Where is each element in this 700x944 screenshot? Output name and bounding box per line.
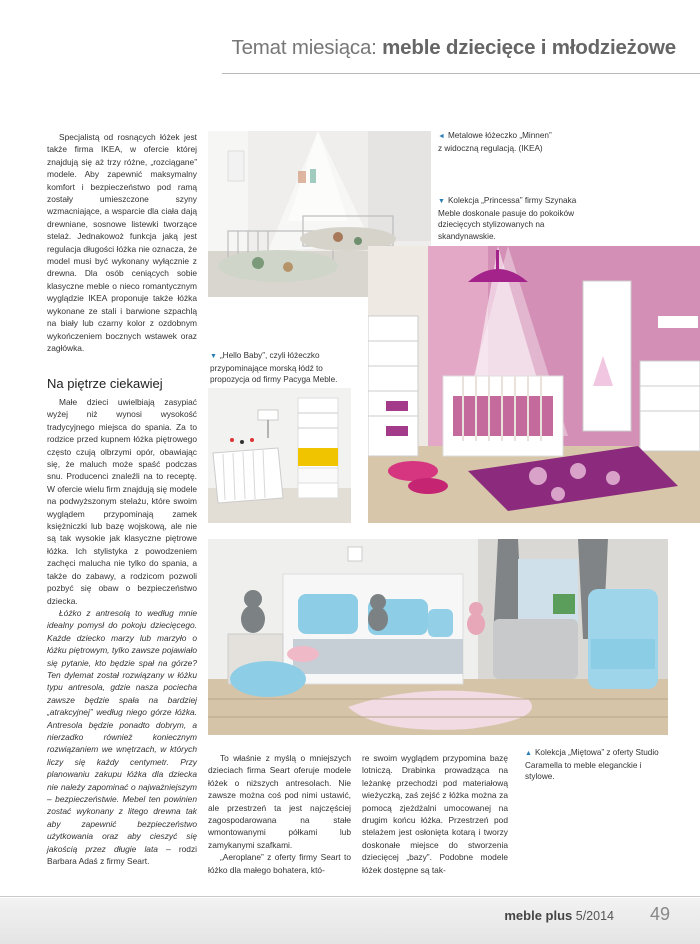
article-column-1-top bbox=[47, 131, 197, 354]
page-number: 49 bbox=[649, 904, 670, 924]
paragraph-bunk-beds: Małe dzieci uwielbiają zasypiać wyżej niż wynosi wysokość tradycyjnego miejsca do spania. Za to rodzice przed kupnem łóżka piętrowego często czują olbrzymi opór, obawiając się, że maluch może spaść podczas snu. Producenci znaleźli na to receptę. W ofercie wielu firm znajdują się modele na podwyższonym stelażu, które swoim wyglądem przypominają zamek księżniczki lub bazę wojskową, ale nie są tak wysokie jak klasyczne piętrowe łóżka. Ich stylistyka z powodzeniem zachęci malucha nie tylko do spania, a także do zabawy, a rodzicom pozwoli pozbyć się obaw o bezpieczeństwo dziecka. bbox=[47, 397, 197, 606]
paragraph-ikea: Specjalistą od rosnących łóżek jest także firma IKEA, w ofercie której znajdują się aż trzy różne, „rozciągane” modele. Aby zapewnić maksymalny komfort i bezpieczeństwo pod ramą zostały umieszczone szyny wzmacniające, a wsparcie dla ciała dają drewniane, sosnowe listewki tworzące stelaż. Jednakowoż funkcja jaką jest regulacja długości łóżka nie oznacza, że model musi być wykonany wyłącznie z drewna. Dla osób ceniących sobie klasyczne meble o nieco romantycznym wyglądzie IKEA proponuje także łóżka wykonane ze stali i barwione szpachlą na biały lub czarny kolor z ozdobnym wykończeniem bocznych wstawek oraz zagłówka. bbox=[47, 132, 197, 353]
title-topic: meble dziecięce i młodzieżowe bbox=[382, 36, 676, 59]
photo-hello-baby bbox=[208, 388, 351, 523]
magazine-issue bbox=[504, 908, 614, 923]
caption-minnen: ◄ Metalowe łóżeczko „Minnen” z widoczną regulacją. (IKEA) bbox=[438, 131, 552, 153]
photo-mietowa-room bbox=[208, 539, 668, 735]
quote-text: Łóżko z antresolą to według mnie idealny pomysł do pokoju dziecięcego. Każde dziecko marzy lub marzyło o łóżku piętrowym, tylko zawsze pojawiało się pytanie, kto będzie spał na górze? Ten dylemat został rozwiązany w łóżku typu antresola, gdzie nasza pociecha zawsze będzie spała na bardziej „atrakcyjnej” według niego górze łóżka. Antresola będzie ponadto dobrym, a nierzadko również koniecznym rozwiązaniem we wnętrzach, w których liczy się każdy centymetr. Przy planowaniu zakupu łóżka dla dziecka nie należy zapominać o najważniejszym – bezpieczeństwie. Mebel ten powinien zostać wykonany z litego drewna tak aby zapewnić bezpieczeństwo użytkowania oraz aby cieszyć się jakością przez długie lata bbox=[47, 607, 197, 854]
caption-arrow-icon: ▲ bbox=[525, 750, 532, 757]
subheading: Na piętrze ciekawiej bbox=[47, 376, 163, 391]
footer-divider bbox=[0, 896, 700, 897]
article-column-3 bbox=[362, 752, 508, 876]
page-title bbox=[232, 36, 676, 60]
caption-arrow-icon: ▼ bbox=[210, 353, 217, 360]
quote-attribution: – rodzi Barbara Adaś z firmy Seart. bbox=[47, 843, 197, 867]
header-divider bbox=[222, 73, 700, 74]
caption-arrow-icon: ◄ bbox=[438, 133, 445, 140]
page-header bbox=[0, 0, 700, 90]
caption-princessa: ▼ Kolekcja „Princessa” firmy Szynaka Meble doskonale pasuje do pokoików dziecięcych stylizowanych na skandynawskie. bbox=[438, 196, 577, 241]
article-column-2 bbox=[208, 752, 351, 876]
caption-hello-baby: ▼ „Hello Baby”, czyli łóżeczko przypominające morską łódź to propozycja od firmy Pacyga Meble. bbox=[210, 351, 338, 384]
caption-mietowa: ▲ Kolekcja „Miętowa” z oferty Studio Caramella to meble eleganckie i stylowe. bbox=[525, 748, 659, 781]
article-column-1-bottom bbox=[47, 396, 197, 867]
issue-number: 5/2014 bbox=[572, 909, 614, 923]
paragraph-seart: To właśnie z myślą o mniejszych dzieciach firma Seart oferuje modele łóżek o niższych antresolach. Nie zawsze można coś pod nimi ustawić, ale przestrzeń ta jest najczęściej zagospodarowana na stałe wmontowanymi półkami lub zamykanymi szafkami. bbox=[208, 753, 351, 850]
photo-princessa-room bbox=[368, 246, 700, 523]
caption-arrow-icon: ▼ bbox=[438, 198, 445, 205]
title-section-label: Temat miesiąca: bbox=[231, 36, 383, 59]
paragraph-aeroplane-cont: re swoim wyglądem przypomina bazę lotniczą. Drabinka prowadząca na leżankę przechodzi pod materiałową wieżyczką, zaś zejść z łóżka można za pomocą zjeżdżalni umocowanej na drugim końcu łóżka. Przestrzeń pod stelażem jest osłonięta kotarą i tworzy doskonałe miejsce do stworzenia dziecięcej „bazy”. Podobne modele łóżek dostępne są tak- bbox=[362, 753, 508, 875]
paragraph-aeroplane: „Aeroplane” z oferty firmy Seart to łóżko dla małego bohatera, któ- bbox=[208, 852, 351, 875]
magazine-brand: meble plus bbox=[504, 908, 573, 923]
